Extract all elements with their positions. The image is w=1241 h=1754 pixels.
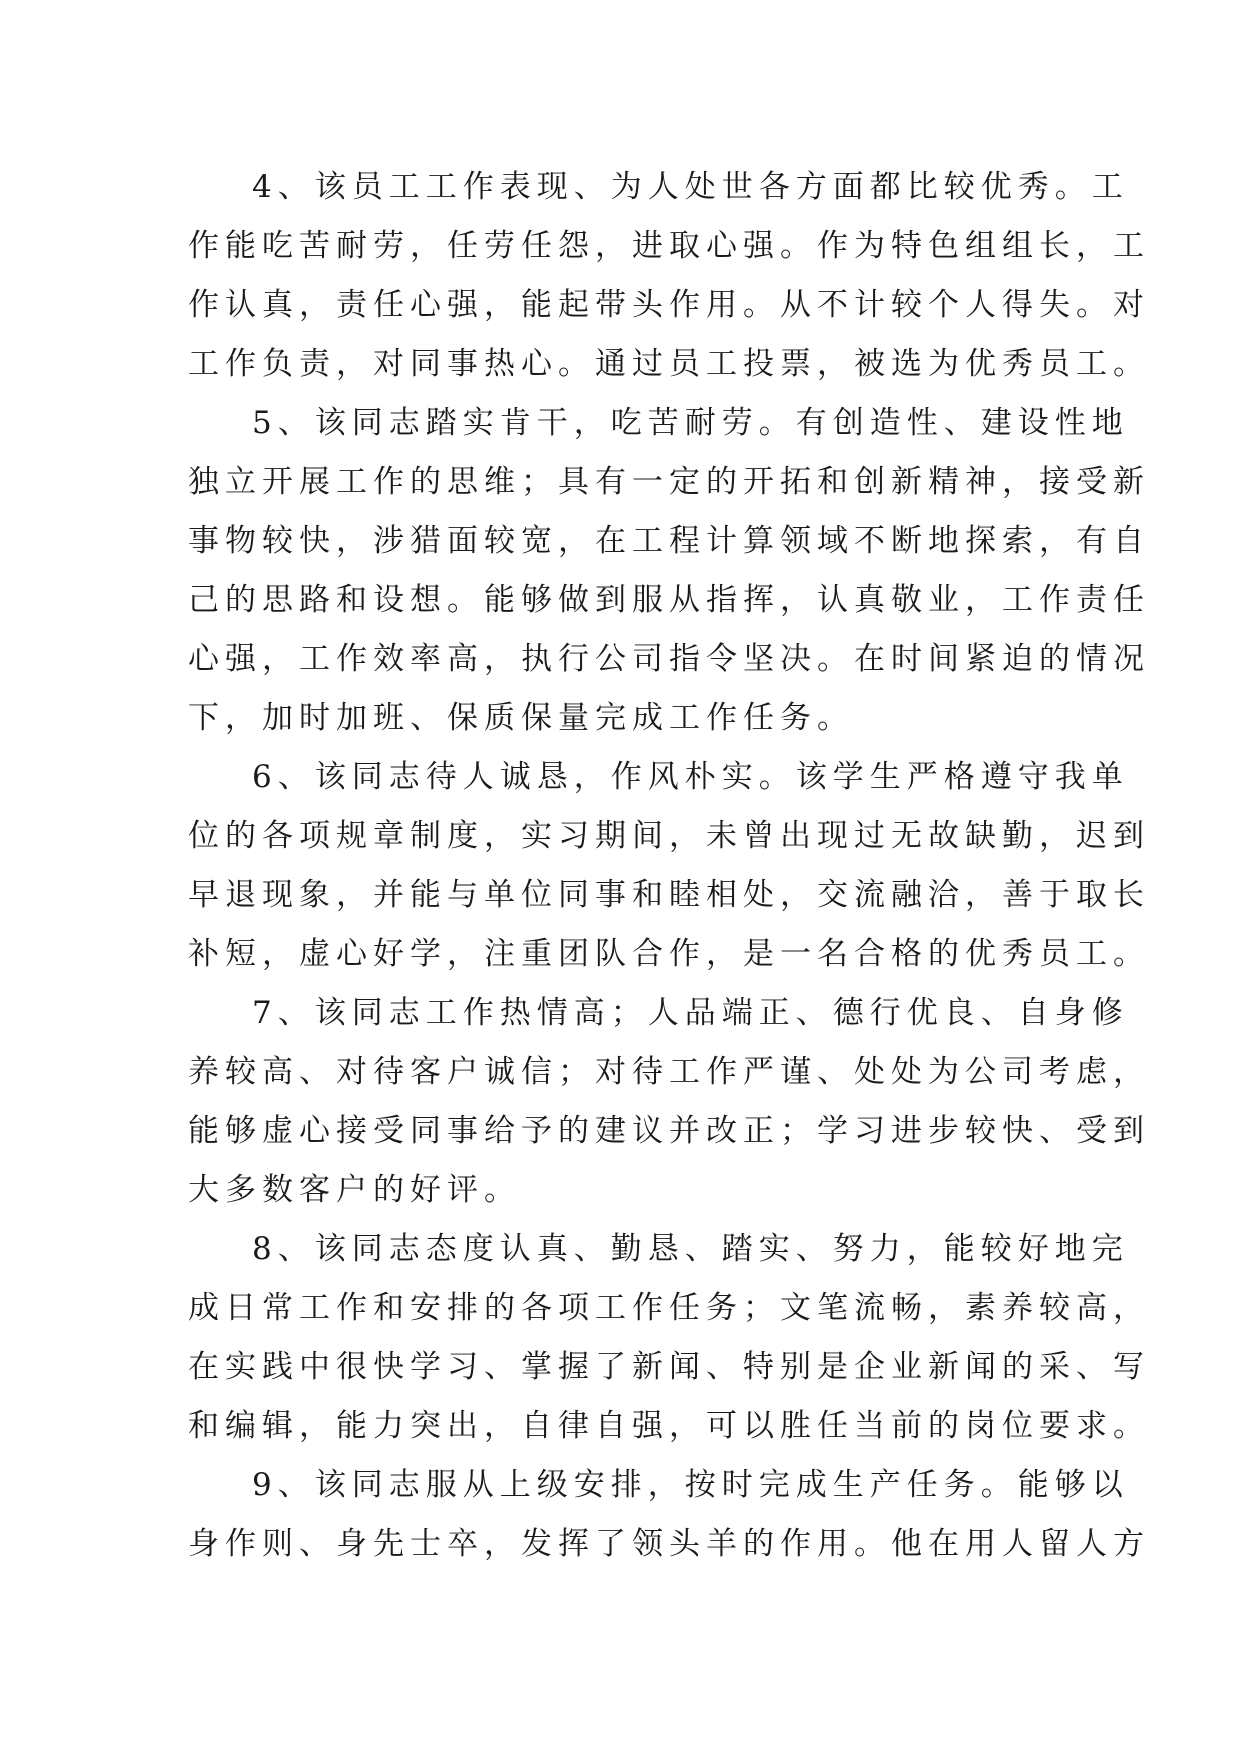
document-body <box>188 158 1150 1574</box>
paragraph-line: 作能吃苦耐劳，任劳任怨，进取心强。作为特色组组长，工 <box>188 228 1150 264</box>
paragraph-first-line: 9、该同志服从上级安排，按时完成生产任务。能够以 <box>252 1467 1129 1503</box>
paragraph-line: 身作则、身先士卒，发挥了领头羊的作用。他在用人留人方 <box>188 1526 1150 1562</box>
paragraph-line: 己的思路和设想。能够做到服从指挥，认真敬业，工作责任 <box>188 582 1150 618</box>
paragraph-line: 在实践中很快学习、掌握了新闻、特别是企业新闻的采、写 <box>188 1349 1150 1385</box>
paragraph-first-line: 5、该同志踏实肯干，吃苦耐劳。有创造性、建设性地 <box>252 405 1129 441</box>
paragraph-line: 工作负责，对同事热心。通过员工投票，被选为优秀员工。 <box>188 346 1150 382</box>
paragraph-line: 事物较快，涉猎面较宽，在工程计算领域不断地探索，有自 <box>188 523 1150 559</box>
paragraph-line: 成日常工作和安排的各项工作任务；文笔流畅，素养较高， <box>188 1290 1150 1326</box>
paragraph-first-line: 8、该同志态度认真、勤恳、踏实、努力，能较好地完 <box>252 1231 1129 1267</box>
paragraph-first-line: 4、该员工工作表现、为人处世各方面都比较优秀。工 <box>252 169 1129 205</box>
paragraph-line: 大多数客户的好评。 <box>188 1172 521 1208</box>
paragraph-line: 养较高、对待客户诚信；对待工作严谨、处处为公司考虑， <box>188 1054 1150 1090</box>
paragraph-line: 作认真，责任心强，能起带头作用。从不计较个人得失。对 <box>188 287 1150 323</box>
paragraph-line: 和编辑，能力突出，自律自强，可以胜任当前的岗位要求。 <box>188 1408 1150 1444</box>
paragraph-line: 下，加时加班、保质保量完成工作任务。 <box>188 700 854 736</box>
paragraph-line: 补短，虚心好学，注重团队合作，是一名合格的优秀员工。 <box>188 936 1150 972</box>
paragraph-line: 位的各项规章制度，实习期间，未曾出现过无故缺勤，迟到 <box>188 818 1150 854</box>
paragraph-first-line: 6、该同志待人诚恳，作风朴实。该学生严格遵守我单 <box>252 759 1129 795</box>
paragraph-line: 心强，工作效率高，执行公司指令坚决。在时间紧迫的情况 <box>188 641 1150 677</box>
paragraph-first-line: 7、该同志工作热情高；人品端正、德行优良、自身修 <box>252 995 1129 1031</box>
paragraph-line: 早退现象，并能与单位同事和睦相处，交流融洽，善于取长 <box>188 877 1150 913</box>
paragraph-line: 独立开展工作的思维；具有一定的开拓和创新精神，接受新 <box>188 464 1150 500</box>
paragraph-line: 能够虚心接受同事给予的建议并改正；学习进步较快、受到 <box>188 1113 1150 1149</box>
